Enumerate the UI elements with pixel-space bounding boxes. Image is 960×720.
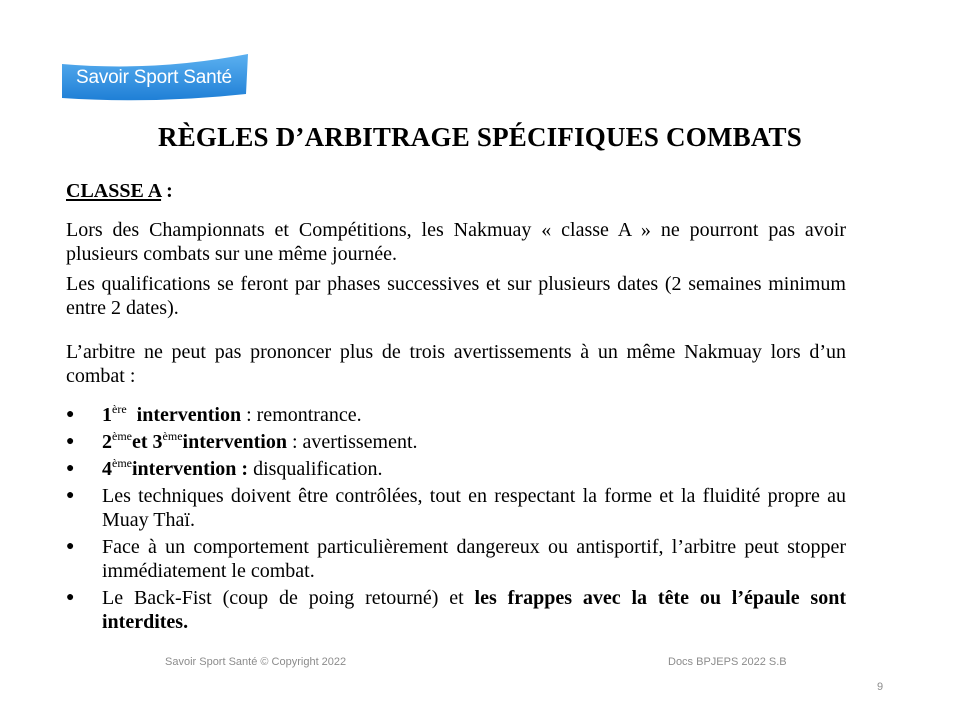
bold-text: intervention <box>182 431 287 453</box>
paragraph-2: Les qualifications se feront par phases successives et sur plusieurs dates (2 semaines minimum entre 2 dates). <box>66 273 846 319</box>
page-title: RÈGLES D’ARBITRAGE SPÉCIFIQUES COMBATS <box>158 122 802 152</box>
item-text: disqualification. <box>248 458 383 480</box>
bold-text: les frappes avec la tête ou l’épaule sont interdites. <box>102 587 846 633</box>
ordinal-suffix: ère <box>112 402 127 416</box>
ordinal-suffix: ème <box>112 429 132 443</box>
bullet-icon: ● <box>66 539 75 554</box>
item-text: Les techniques doivent être contrôlées, tout en respectant la forme et la fluidité propre au Muay Thaï. <box>102 485 846 531</box>
list-item <box>66 535 846 583</box>
bullet-icon: ● <box>66 407 75 422</box>
list-item <box>66 586 846 634</box>
section-label: CLASSE A <box>66 180 162 202</box>
footer-doc-ref: Docs BPJEPS 2022 S.B <box>668 656 787 668</box>
bold-text: intervention : <box>132 458 249 480</box>
ordinal-suffix: ème <box>162 429 183 443</box>
footer-copyright: Savoir Sport Santé © Copyright 2022 <box>165 656 347 668</box>
bullet-icon: ● <box>66 488 75 503</box>
bullet-icon: ● <box>66 590 75 605</box>
bullet-icon: ● <box>66 461 75 476</box>
item-text: Le Back-Fist (coup de poing retourné) et <box>102 587 475 609</box>
item-text: Face à un comportement particulièrement dangereux ou antisportif, l’arbitre peut stopper immédiatement le combat. <box>102 536 846 582</box>
ordinal-number: 2 <box>102 431 112 453</box>
list-item <box>66 484 846 532</box>
item-text: : avertissement. <box>286 431 418 453</box>
bullet-icon: ● <box>66 434 75 449</box>
rules-list <box>66 403 846 637</box>
bold-text: intervention <box>136 404 242 426</box>
page-number: 9 <box>877 681 884 693</box>
section-suffix: : <box>161 180 173 202</box>
ordinal-number: 1 <box>102 404 112 426</box>
brand-logo <box>58 54 250 102</box>
list-item <box>66 430 846 454</box>
ordinal-number: et 3 <box>132 431 163 453</box>
item-text: : remontrance. <box>241 404 362 426</box>
ordinal-suffix: ème <box>112 456 132 470</box>
paragraph-1: Lors des Championnats et Compétitions, les Nakmuay « classe A » ne pourront pas avoir plusieurs combats sur une même journée. <box>66 219 846 265</box>
paragraph-3: L’arbitre ne peut pas prononcer plus de trois avertissements à un même Nakmuay lors d’un combat : <box>66 341 846 387</box>
list-item <box>66 457 846 481</box>
logo-text: Savoir Sport Santé <box>76 67 232 88</box>
list-item <box>66 403 846 427</box>
ordinal-number: 4 <box>102 458 112 480</box>
section-heading <box>66 180 173 203</box>
